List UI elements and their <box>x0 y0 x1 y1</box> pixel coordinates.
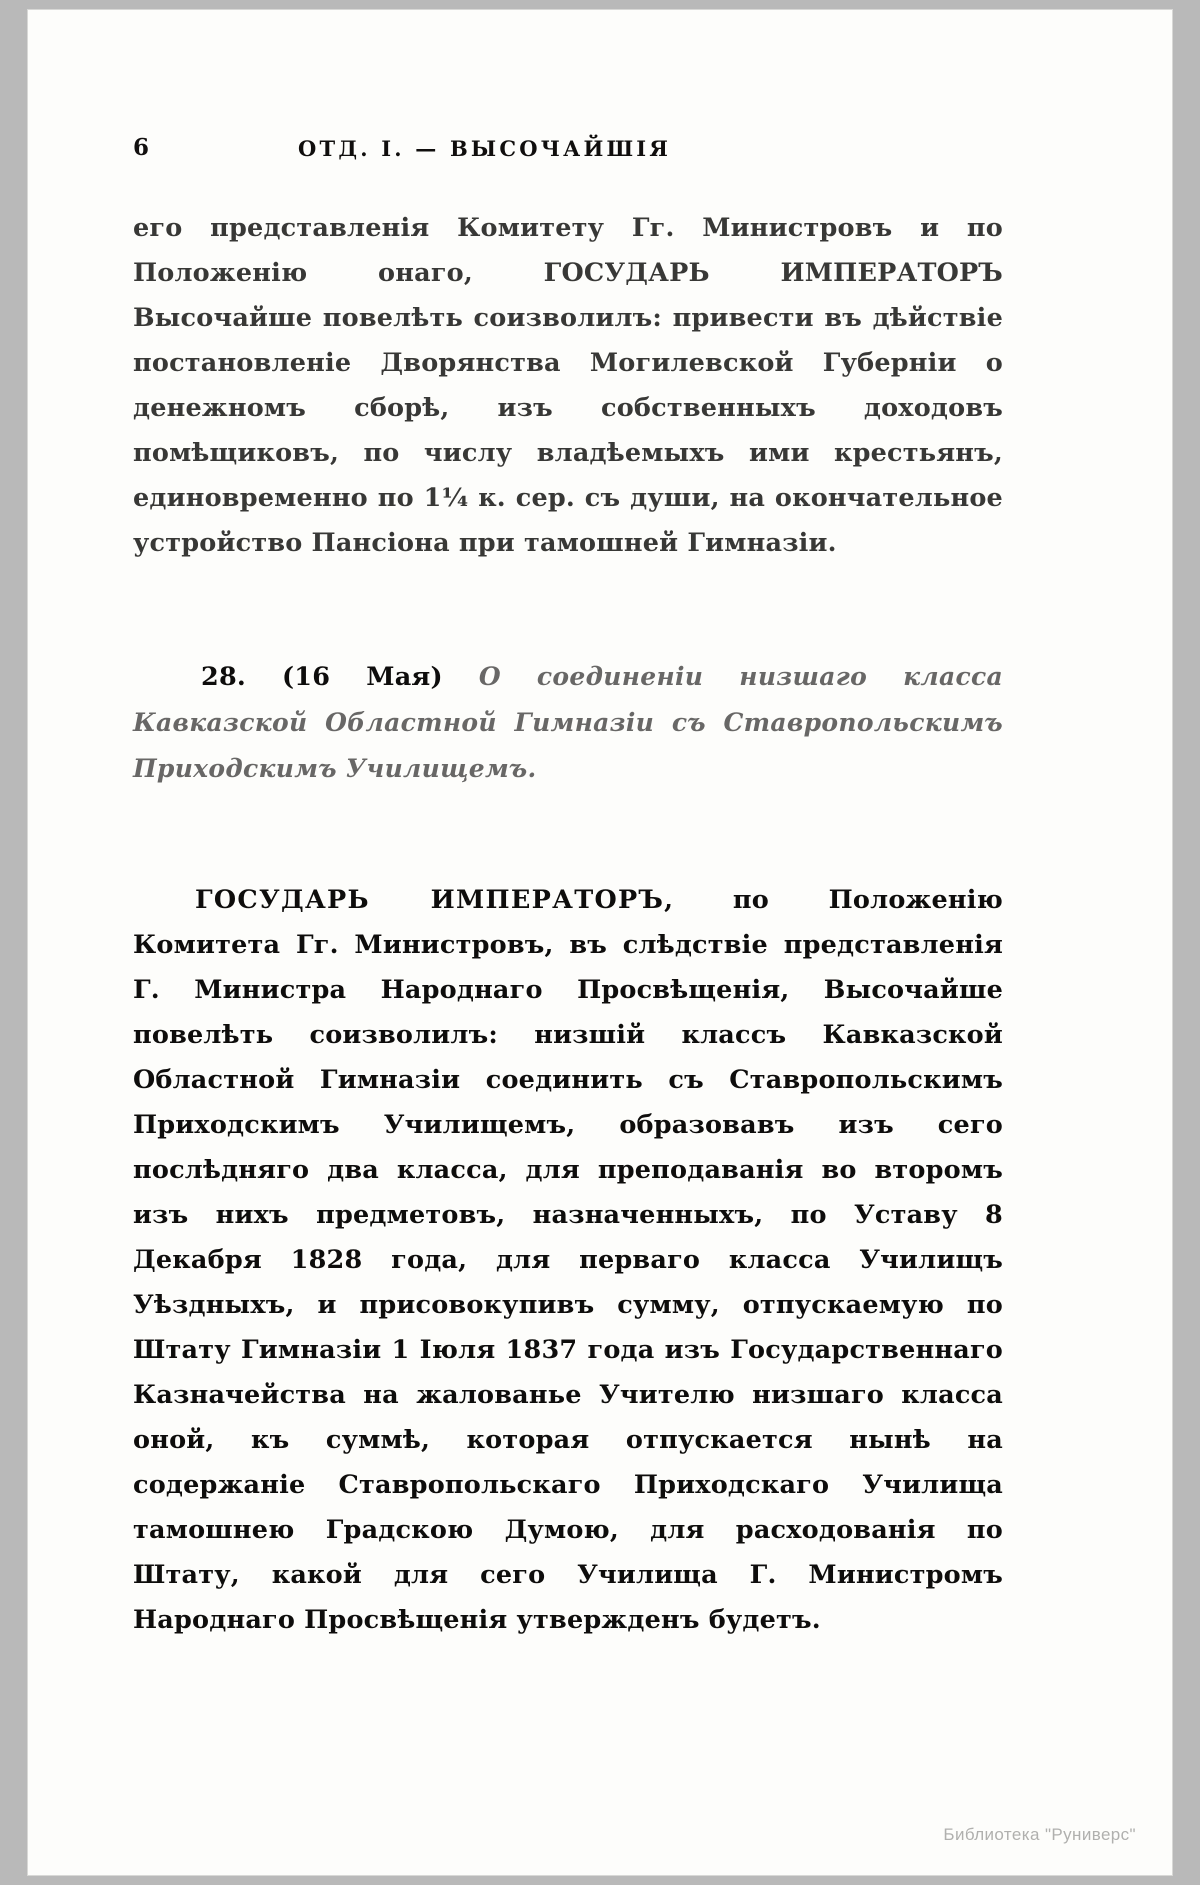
document-page <box>28 10 1172 1875</box>
paragraph-main-text: , по Положенію Комитета Гг. Министровъ, въ слѣдствіе представленія Г. Министра Народнаго Просвѣщенія, Высочайше повелѣть соизволилъ: низшій классъ Кавказской Областной Гимназіи соединить съ Ставропольскимъ Приходскимъ Училищемъ, образовавъ изъ сего послѣдняго два класса, для преподаванія во второмъ изъ нихъ предметовъ, назначенныхъ, по Уставу 8 Декабря 1828 года, для перваго класса Училищъ Уѣздныхъ, и присовокупивъ сумму, отпускаемую по Штату Гимназіи 1 Іюля 1837 года изъ Государственнаго Казначейства на жалованье Учителю низшаго класса оной, къ суммѣ, которая отпускается нынѣ на содержаніе Ставропольскаго Приходскаго Училища тамошнею Градскою Думою, для расходованія по Штату, какой для сего Училища Г. Министромъ Народнаго Просвѣщенія утвержденъ будетъ. <box>133 885 1003 1635</box>
paragraph-main <box>133 878 1003 1643</box>
paragraph-continuation: его представленія Комитету Гг. Министровъ и по Положенію онаго, ГОСУДАРЬ ИМПЕРАТОРЪ Высочайше повелѣть соизволилъ: привести въ дѣйствіе постановленіе Дворянства Могилевской Губерніи о денежномъ сборѣ, изъ собственныхъ доходовъ помѣщиковъ, по числу владѣемыхъ ими крестьянъ, единовременно по 1¼ к. сер. съ души, на окончательное устройство Пансіона при тамошней Гимназіи. <box>133 213 1003 558</box>
imperial-title: ГОСУДАРЬ ИМПЕРАТОРЪ <box>195 885 665 915</box>
section-title: О соединеніи низшаго класса Кавказской Областной Гимназіи съ Ставропольскимъ Приходскимъ Училищемъ. <box>133 662 1003 783</box>
library-watermark: Библиотека "Руниверс" <box>943 1825 1136 1844</box>
page-text-block <box>133 130 1003 1643</box>
running-head-title: ОТД. I. — ВЫСОЧАЙШІЯ <box>298 136 672 161</box>
section-number: 28. <box>201 662 246 692</box>
section-date: (16 Мая) <box>282 662 443 692</box>
page-number: 6 <box>133 134 150 161</box>
running-head <box>133 130 1003 176</box>
section-heading <box>133 654 1003 792</box>
